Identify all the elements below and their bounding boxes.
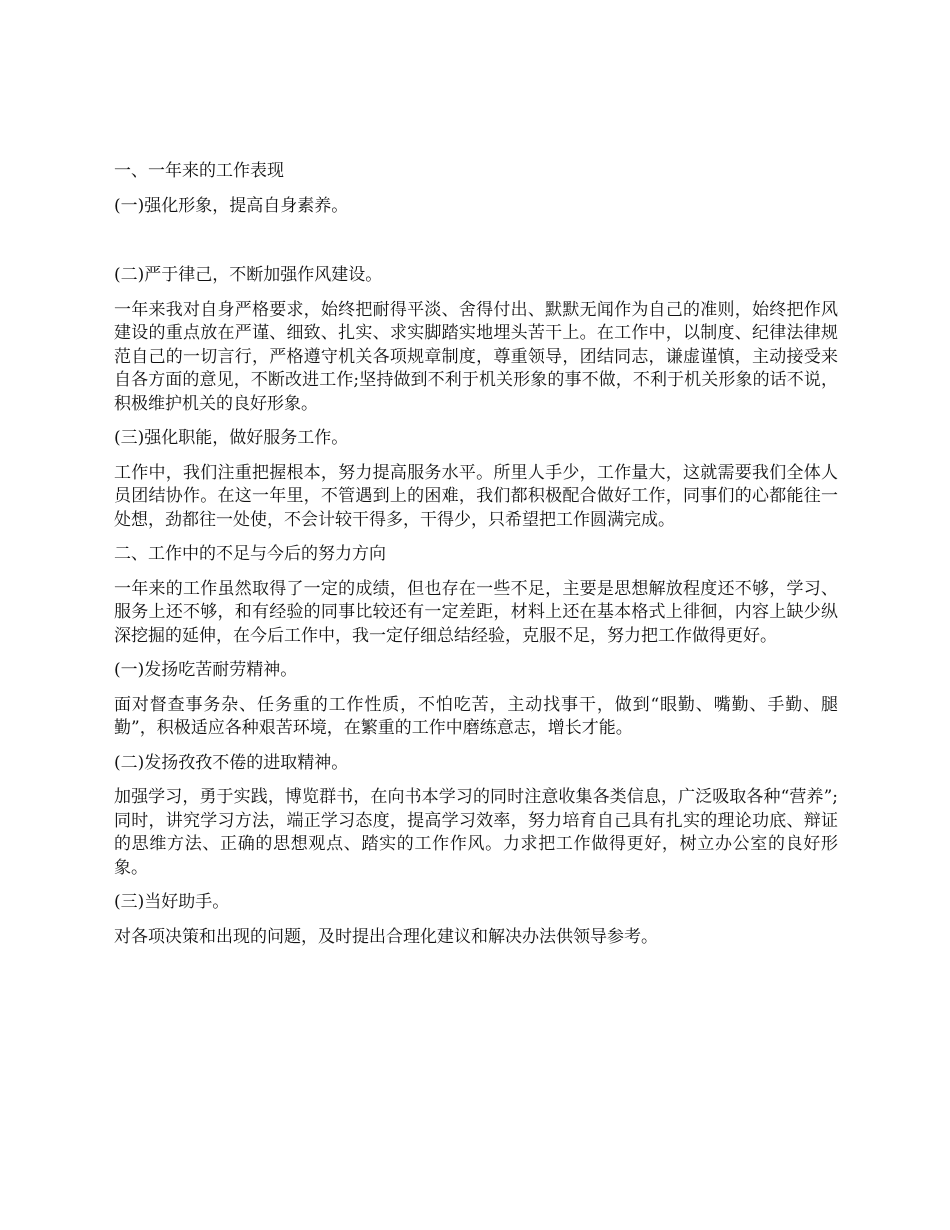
section-heading-1: 一、一年来的工作表现 xyxy=(114,161,284,181)
paragraph-1-3: 工作中，我们注重把握根本，努力提高服务水平。所里人手少，工作量大，这就需要我们全体人员团结协作。在这一年里，不管遇到上的困难，我们都积极配合做好工作，同事们的心都能往一处想，劲都往一处使，不会计较干得多，干得少，只希望把工作圆满完成。 xyxy=(114,462,838,530)
paragraph-2: 一年来的工作虽然取得了一定的成绩，但也存在一些不足，主要是思想解放程度还不够，学习、服务上还不够，和有经验的同事比较还有一定差距，材料上还在基本格式上徘徊，内容上缺少纵深挖掘的延伸，在今后工作中，我一定仔细总结经验，克服不足，努力把工作做得更好。 xyxy=(114,578,838,646)
subheading-1-3: (三)强化职能，做好服务工作。 xyxy=(114,428,349,448)
paragraph-2-2: 加强学习，勇于实践，博览群书，在向书本学习的同时注意收集各类信息，广泛吸取各种“营养”;同时，讲究学习方法，端正学习态度，提高学习效率，努力培育自己具有扎实的理论功底、辩证的思维方法、正确的思想观点、踏实的工作作风。力求把工作做得更好，树立办公室的良好形象。 xyxy=(114,787,838,878)
subheading-2-3: (三)当好助手。 xyxy=(114,892,230,912)
paragraph-2-3: 对各项决策和出现的问题，及时提出合理化建议和解决办法供领导参考。 xyxy=(114,926,658,947)
subheading-2-1: (一)发扬吃苦耐劳精神。 xyxy=(114,660,298,680)
subheading-1-2: (二)严于律己，不断加强作风建设。 xyxy=(114,265,383,285)
section-heading-2: 二、工作中的不足与今后的努力方向 xyxy=(114,544,386,564)
document-body xyxy=(114,160,838,960)
paragraph-2-1: 面对督查事务杂、任务重的工作性质，不怕吃苦，主动找事干，做到“眼勤、嘴勤、手勤、腿勤”，积极适应各种艰苦环境，在繁重的工作中磨练意志，增长才能。 xyxy=(114,694,838,738)
paragraph-1-2: 一年来我对自身严格要求，始终把耐得平淡、舍得付出、默默无闻作为自己的准则，始终把作风建设的重点放在严谨、细致、扎实、求实脚踏实地埋头苦干上。在工作中，以制度、纪律法律规范自己的一切言行，严格遵守机关各项规章制度，尊重领导，团结同志，谦虚谨慎，主动接受来自各方面的意见，不断改进工作;坚持做到不利于机关形象的事不做，不利于机关形象的话不说，积极维护机关的良好形象。 xyxy=(114,299,838,414)
subheading-2-2: (二)发扬孜孜不倦的进取精神。 xyxy=(114,752,349,773)
subheading-1-1: (一)强化形象，提高自身素养。 xyxy=(114,195,349,216)
